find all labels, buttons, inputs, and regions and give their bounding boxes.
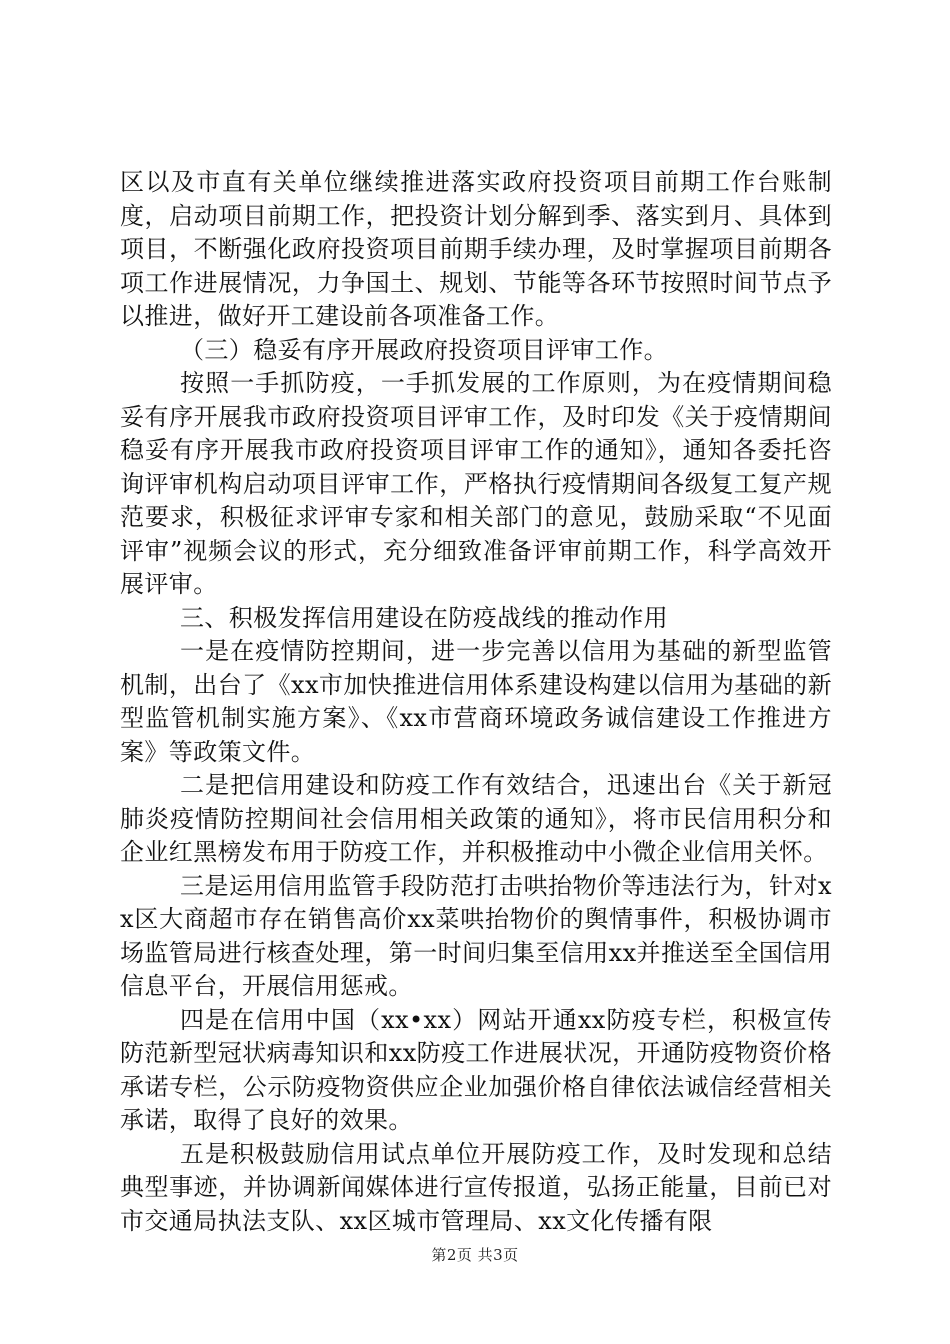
section-heading-credit: 三、积极发挥信用建设在防疫战线的推动作用	[180, 603, 668, 632]
paragraph-item-2: 二是把信用建设和防疫工作有效结合，迅速出台《关于新冠肺炎疫情防控期间社会信用相关政策的通知》，将市民信用积分和企业红黑榜发布用于防疫工作，并积极推动中小微企业信用关怀。	[120, 771, 832, 866]
paragraph-item-3: 三是运用信用监管手段防范打击哄抬物价等违法行为，针对xx区大商超市存在销售高价xx菜哄抬物价的舆情事件，积极协调市场监管局进行核查处理，第一时间归集至信用xx并推送至全国信用信息平台，开展信用惩戒。	[120, 871, 832, 1000]
paragraph-continuation: 区以及市直有关单位继续推进落实政府投资项目前期工作台账制度，启动项目前期工作，把投资计划分解到季、落实到月、具体到项目，不断强化政府投资项目前期手续办理，及时掌握项目前期各项工作进展情况，力争国土、规划、节能等各环节按照时间节点予以推进，做好开工建设前各项准备工作。	[120, 168, 832, 330]
paragraph-item-5: 五是积极鼓励信用试点单位开展防疫工作，及时发现和总结典型事迹，并协调新闻媒体进行宣传报道，弘扬正能量，目前已对市交通局执法支队、xx区城市管理局、xx文化传播有限	[120, 1139, 832, 1235]
paragraph-item-1: 一是在疫情防控期间，进一步完善以信用为基础的新型监管机制，出台了《xx市加快推进信用体系建设构建以信用为基础的新型监管机制实施方案》、《xx市营商环境政务诚信建设工作推进方案》等政策文件。	[120, 637, 832, 766]
document-body	[120, 166, 832, 1238]
page-number-footer: 第2页 共3页	[431, 1246, 519, 1264]
section-heading-3: （三）稳妥有序开展政府投资项目评审工作。	[180, 335, 668, 364]
paragraph-item-4: 四是在信用中国（xx•xx）网站开通xx防疫专栏，积极宣传防范新型冠状病毒知识和xx防疫工作进展状况，开通防疫物资价格承诺专栏，公示防疫物资供应企业加强价格自律依法诚信经营相关承诺，取得了良好的效果。	[120, 1005, 832, 1134]
paragraph-review-work: 按照一手抓防疫，一手抓发展的工作原则，为在疫情期间稳妥有序开展我市政府投资项目评审工作，及时印发《关于疫情期间稳妥有序开展我市政府投资项目评审工作的通知》，通知各委托咨询评审机构启动项目评审工作，严格执行疫情期间各级复工复产规范要求，积极征求评审专家和相关部门的意见，鼓励采取“不见面评审”视频会议的形式，充分细致准备评审前期工作，科学高效开展评审。	[120, 369, 832, 598]
